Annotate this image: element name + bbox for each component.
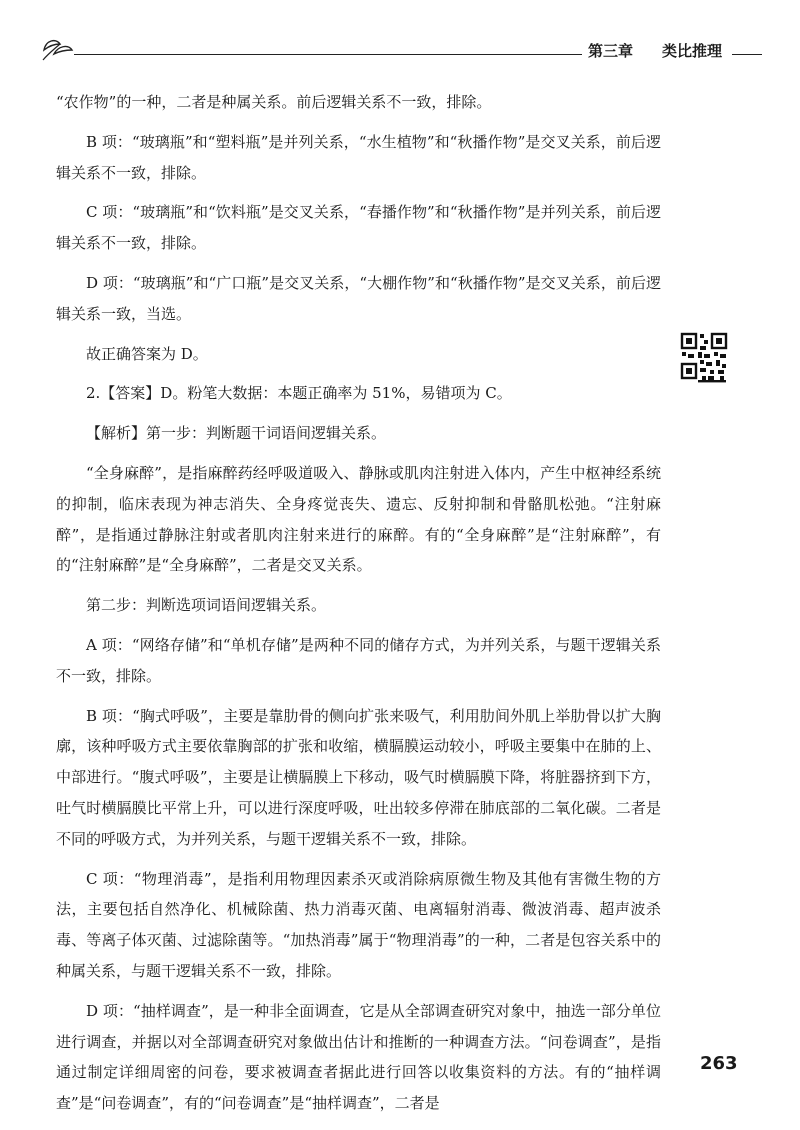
paragraph: 故正确答案为 D。 <box>86 344 208 363</box>
paragraph: D 项：“玻璃瓶”和“广口瓶”是交叉关系，“大棚作物”和“秋播作物”是交叉关系，前后逻辑关系一致，当选。 <box>56 273 661 323</box>
paragraph: “全身麻醉”，是指麻醉药经呼吸道吸入、静脉或肌肉注射进入体内，产生中枢神经系统的抑制，临床表现为神志消失、全身疼觉丧失、遗忘、反射抑制和骨骼肌松弛。“注射麻醉”，是指通过静脉注射或者肌肉注射来进行的麻醉。有的“全身麻醉”是“注射麻醉”，有的“注射麻醉”是“全身麻醉”，二者是交叉关系。 <box>56 463 661 575</box>
paragraph: C 项：“玻璃瓶”和“饮料瓶”是交叉关系，“春播作物”和“秋播作物”是并列关系，前后逻辑关系不一致，排除。 <box>56 203 661 253</box>
page-body <box>56 87 661 1128</box>
paragraph: A 项：“网络存储”和“单机存储”是两种不同的储存方式，为并列关系，与题干逻辑关系不一致，排除。 <box>56 635 661 685</box>
section-title: 类比推理 <box>662 42 723 60</box>
paragraph: “农作物”的一种，二者是种属关系。前后逻辑关系不一致，排除。 <box>56 93 492 111</box>
paragraph: B 项：“玻璃瓶”和“塑料瓶”是并列关系，“水生植物”和“秋播作物”是交叉关系，前后逻辑关系不一致，排除。 <box>56 132 661 182</box>
analysis-heading: 【解析】第一步：判断题干词语间逻辑关系。 <box>86 424 387 443</box>
header-rule-left <box>74 54 582 55</box>
paragraph: C 项：“物理消毒”，是指利用物理因素杀灭或消除病原微生物及其他有害微生物的方法，主要包括自然净化、机械除菌、热力消毒灭菌、电离辐射消毒、微波消毒、超声波杀毒、等离子体灭菌、过滤除菌等。“加热消毒”属于“物理消毒”的一种，二者是包容关系中的种属关系，与题干逻辑关系不一致，排除。 <box>56 869 661 980</box>
paragraph: B 项：“胸式呼吸”，主要是靠肋骨的侧向扩张来吸气，利用肋间外肌上举肋骨以扩大胸廓，该种呼吸方式主要依靠胸部的扩张和收缩，横膈膜运动较小，呼吸主要集中在肺的上、中部进行。“腹式呼吸”，主要是让横膈膜上下移动，吸气时横膈膜下降，将脏器挤到下方，吐气时横膈膜比平常上升，可以进行深度呼吸，吐出较多停滞在肺底部的二氧化碳。二者是不同的呼吸方式，为并列关系，与题干逻辑关系不一致，排除。 <box>56 706 661 848</box>
leaf-icon <box>40 32 74 62</box>
answer-line: 2.【答案】D。粉笔大数据：本题正确率为 51%，易错项为 C。 <box>86 384 512 403</box>
qr-code-icon <box>680 332 728 384</box>
page-header <box>40 28 762 68</box>
page-number: 263 <box>700 1053 738 1074</box>
paragraph: 第二步：判断选项词语间逻辑关系。 <box>86 596 327 615</box>
header-rule-right <box>732 54 762 55</box>
paragraph: D 项：“抽样调查”，是一种非全面调查，它是从全部调查研究对象中，抽选一部分单位进行调查，并据以对全部调查研究对象做出估计和推断的一种调查方法。“问卷调查”，是指通过制定详细周密的问卷，要求被调查者据此进行回答以收集资料的方法。有的“抽样调查”是“问卷调查”，有的“问卷调查”是“抽样调查”，二者是 <box>56 1001 661 1113</box>
chapter-label: 第三章 <box>588 42 634 60</box>
